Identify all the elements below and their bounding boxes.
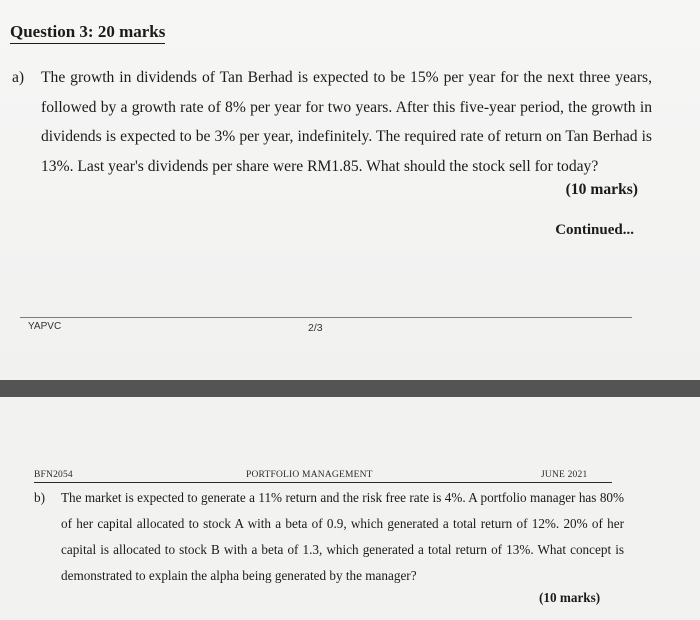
- part-a-text: The growth in dividends of Tan Berhad is expected to be 15% per year for the next three years, followed by a growth rate of 8% per year for two years. After this five-year period, the growth in dividends is expected to be 3% per year, indefinitely. The required rate of return on Tan Berhad is 13%. Last year's dividends per share were RM1.85. What should the stock sell for today?: [41, 69, 652, 175]
- question-title: Question 3: 20 marks: [10, 22, 165, 44]
- page-number: 2/3: [308, 322, 323, 334]
- part-a-marks: (10 marks): [565, 181, 638, 198]
- footer-divider: [20, 317, 632, 318]
- course-title: PORTFOLIO MANAGEMENT: [246, 470, 373, 480]
- course-code: BFN2054: [34, 470, 73, 480]
- page-separator: [0, 380, 700, 397]
- exam-date: JUNE 2021: [541, 470, 588, 480]
- footer-author: YAPVC: [28, 321, 62, 332]
- part-a-label: a): [12, 69, 25, 86]
- question-part-a: [12, 63, 652, 181]
- continued-label: Continued...: [555, 222, 634, 238]
- header-divider: [34, 482, 612, 483]
- question-part-b: [34, 485, 624, 589]
- part-b-marks: (10 marks): [539, 590, 601, 605]
- part-b-label: b): [34, 490, 45, 505]
- part-b-text: The market is expected to generate a 11% return and the risk free rate is 4%. A portfolio manager has 80% of her capital allocated to stock A with a beta of 0.9, which generated a total return of 12%. 20% of her capital is allocated to stock B with a beta of 1.3, which generated a total return of 13%. What concept is demonstrated to explain the alpha being generated by the manager?: [61, 490, 624, 583]
